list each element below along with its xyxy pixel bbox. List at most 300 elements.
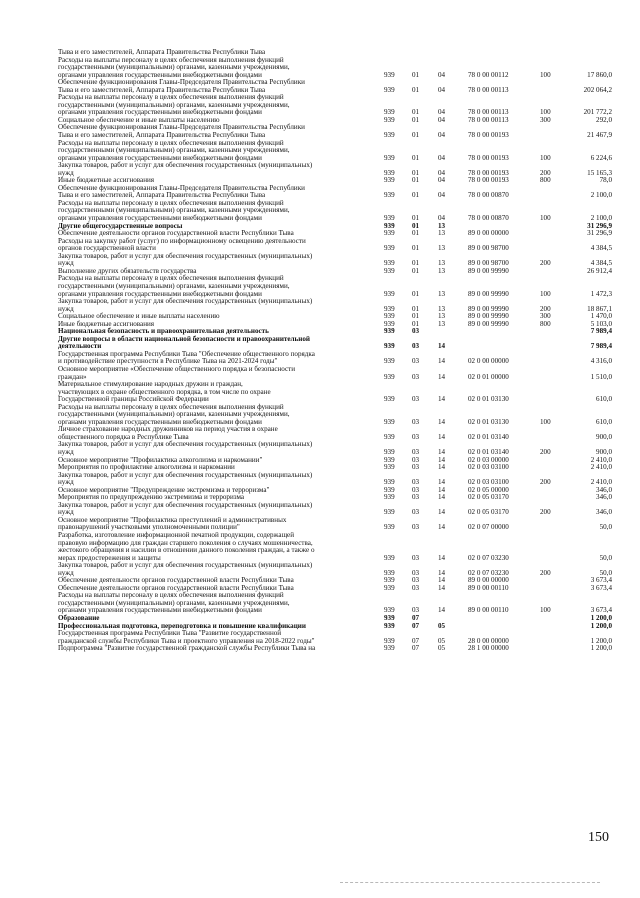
table-row (58, 630, 612, 645)
ministry-code: 939 (384, 357, 395, 366)
section-code: 03 (412, 576, 420, 585)
table-row (58, 94, 612, 117)
amount: 610,0 (596, 417, 612, 426)
section-code: 01 (412, 289, 420, 298)
expense-type-code (540, 185, 574, 200)
subsection-code: 04 (438, 115, 446, 124)
target-item-code: 89 0 00 00110 (468, 606, 509, 615)
amount: 610,0 (596, 395, 612, 404)
target-item-code: 78 0 00 00113 (468, 108, 509, 117)
ministry-code: 939 (384, 131, 395, 140)
budget-table-body (58, 49, 612, 653)
subsection-code: 14 (438, 508, 446, 517)
expense-type-code (540, 328, 574, 336)
amount: 78,0 (599, 176, 612, 185)
section-code: 03 (412, 553, 420, 562)
subsection-code: 13 (438, 319, 446, 328)
section-code: 01 (412, 115, 420, 124)
ministry-code: 939 (384, 304, 395, 313)
target-item-code: 02 0 00 00000 (468, 357, 509, 366)
expense-type-code (540, 351, 574, 366)
amount: 4 384,5 (590, 259, 612, 268)
ministry-code: 939 (384, 614, 395, 623)
section-code: 03 (412, 447, 420, 456)
ministry-code: 939 (384, 214, 395, 223)
target-item-code: 02 0 01 03130 (468, 395, 509, 404)
subsection-code: 04 (438, 168, 446, 177)
target-item-code: 89 0 00 00000 (468, 576, 509, 585)
section-code: 03 (412, 463, 420, 472)
row-description: Подпрограмма "Развитие государственной гражданской службы Республики Тыва на (58, 644, 316, 653)
row-description: Социальное обеспечение и иные выплаты населению (58, 312, 220, 321)
target-item-code: 89 0 00 99990 (468, 289, 509, 298)
row-description: Основное мероприятие "Профилактика преступлений и административных правонарушений участковыми уполномоченными полиции" (58, 515, 287, 532)
expense-type-code: 100 (540, 289, 551, 298)
section-code: 03 (412, 417, 420, 426)
subsection-code: 14 (438, 553, 446, 562)
ministry-code: 939 (384, 342, 395, 351)
amount: 5 103,0 (590, 319, 612, 328)
amount: 6 224,6 (590, 153, 612, 162)
target-item-code: 89 0 00 99990 (468, 312, 509, 321)
target-item-code: 89 0 00 99990 (468, 304, 509, 313)
expense-type-code (540, 645, 574, 653)
table-row (58, 351, 612, 366)
target-item-code (468, 336, 540, 351)
ministry-code: 939 (384, 312, 395, 321)
table-row (58, 185, 612, 200)
subsection-code (438, 328, 468, 336)
amount: 2 100,0 (590, 191, 612, 200)
row-description: Закупка товаров, работ и услуг для обеспечения государственных (муниципальных) нужд (58, 251, 313, 268)
target-item-code: 28 0 00 00000 (468, 636, 509, 645)
expense-type-code (540, 487, 574, 495)
target-item-code (468, 49, 540, 57)
expense-type-code: 200 (540, 568, 551, 577)
target-item-code: 02 0 05 03170 (468, 493, 509, 502)
section-code: 01 (412, 259, 420, 268)
section-code: 01 (412, 304, 420, 313)
amount: 292,0 (596, 115, 612, 124)
ministry-code: 939 (384, 259, 395, 268)
amount: 50,0 (599, 523, 612, 532)
row-description: Расходы на выплаты персоналу в целях обеспечения выполнения функций государственными (муниципальными) органами, казенными учреждениями, органами управления государственными внебюджетными фондами (58, 138, 290, 162)
amount: 3 673,4 (590, 576, 612, 585)
amount: 31 296,9 (587, 229, 612, 238)
target-item-code: 89 0 00 98700 (468, 259, 509, 268)
table-row (58, 79, 612, 94)
expense-type-code (540, 79, 574, 94)
row-description: Иные бюджетные ассигнования (58, 319, 155, 328)
ministry-code: 939 (384, 85, 395, 94)
subsection-code: 13 (438, 259, 446, 268)
expense-type-code (540, 585, 574, 593)
ministry-code: 939 (384, 568, 395, 577)
ministry-code: 939 (384, 478, 395, 487)
subsection-code: 04 (438, 108, 446, 117)
row-description: Иные бюджетные ассигнования (58, 176, 155, 185)
amount: 1 200,0 (590, 614, 612, 623)
ministry-code: 939 (384, 432, 395, 441)
subsection-code: 05 (438, 621, 446, 630)
ministry-code: 939 (384, 485, 395, 494)
row-description: Расходы на выплаты персоналу в целях обеспечения выполнения функций государственными (муниципальными) органами, казенными учреждениями, органами управления государственными внебюджетными фондами (58, 274, 290, 298)
row-description: Расходы на закупку работ (услуг) по информационному освещению деятельности органов государственной власти (58, 236, 306, 253)
row-description: Основное мероприятие "Предупреждение экстремизма и терроризма" (58, 485, 270, 494)
section-code: 03 (412, 395, 420, 404)
section-code: 03 (412, 606, 420, 615)
target-item-code: 02 0 03 03100 (468, 463, 509, 472)
table-row (58, 200, 612, 223)
subsection-code: 05 (438, 644, 446, 653)
expense-type-code: 100 (540, 70, 551, 79)
amount: 201 772,2 (583, 108, 612, 117)
section-code: 03 (412, 357, 420, 366)
expense-type-code (540, 494, 574, 502)
expense-type-code (540, 517, 574, 532)
ministry-code: 939 (384, 463, 395, 472)
row-description: Расходы на выплаты персоналу в целях обеспечения выполнения функций государственными (муниципальными) органами, казенными учреждениями, органами управления государственными внебюджетными фондами (58, 55, 290, 79)
subsection-code: 04 (438, 70, 446, 79)
expense-type-code: 200 (540, 259, 551, 268)
expense-type-code (540, 238, 574, 253)
row-description: Расходы на выплаты персоналу в целях обеспечения выполнения функций государственными (муниципальными) органами, казенными учреждениями, органами управления государственными внебюджетными фондами (58, 93, 290, 117)
subsection-code: 14 (438, 576, 446, 585)
section-code: 01 (412, 131, 420, 140)
subsection-code: 14 (438, 493, 446, 502)
budget-table (58, 49, 612, 653)
section-code: 03 (412, 485, 420, 494)
table-row (58, 140, 612, 163)
expense-type-code (540, 336, 574, 351)
expense-type-code (540, 124, 574, 139)
section-code: 01 (412, 85, 420, 94)
ministry-code: 939 (384, 266, 395, 275)
subsection-code: 14 (438, 417, 446, 426)
target-item-code: 02 0 05 03170 (468, 508, 509, 517)
target-item-code (468, 623, 540, 631)
row-description: Расходы на выплаты персоналу в целях обеспечения выполнения функций государственными (муниципальными) органами, казенными учреждениями, органами управления государственными внебюджетными фондами (58, 591, 290, 615)
ministry-code: 939 (384, 289, 395, 298)
amount: 900,0 (596, 447, 612, 456)
expense-type-code: 200 (540, 447, 551, 456)
ministry-code: 939 (384, 583, 395, 592)
section-code: 01 (412, 221, 420, 230)
section-code: 07 (412, 644, 420, 653)
expense-type-code (540, 577, 574, 585)
amount: 346,0 (596, 485, 612, 494)
table-row (58, 404, 612, 427)
amount: 50,0 (599, 568, 612, 577)
target-item-code: 89 0 00 98700 (468, 244, 509, 253)
target-item-code: 78 0 00 00112 (468, 70, 509, 79)
row-description: Профессиональная подготовка, переподготовка и повышение квалификации (58, 621, 306, 630)
section-code: 01 (412, 153, 420, 162)
section-code: 07 (412, 614, 420, 623)
amount: 346,0 (596, 493, 612, 502)
row-description: Закупка товаров, работ и услуг для обеспечения государственных (муниципальных) нужд (58, 500, 313, 517)
expense-type-code: 100 (540, 108, 551, 117)
target-item-code: 78 0 00 00193 (468, 168, 509, 177)
section-code: 03 (412, 372, 420, 381)
ministry-code: 939 (384, 108, 395, 117)
row-description: Закупка товаров, работ и услуг для обеспечения государственных (муниципальных) нужд (58, 440, 313, 456)
section-code: 01 (412, 108, 420, 117)
subsection-code: 04 (438, 176, 446, 185)
subsection-code: 14 (438, 523, 446, 532)
section-code: 01 (412, 168, 420, 177)
amount: 1 200,0 (590, 644, 612, 653)
section-code: 03 (412, 455, 420, 464)
target-item-code: 78 0 00 00870 (468, 214, 509, 223)
ministry-code: 939 (384, 523, 395, 532)
subsection-code: 13 (438, 244, 446, 253)
target-item-code: 78 0 00 00193 (468, 176, 509, 185)
subsection-code: 13 (438, 304, 446, 313)
subsection-code: 14 (438, 357, 446, 366)
subsection-code: 13 (438, 312, 446, 321)
table-row (58, 366, 612, 381)
section-code: 01 (412, 214, 420, 223)
amount: 26 912,4 (587, 266, 612, 275)
subsection-code: 14 (438, 583, 446, 592)
ministry-code: 939 (384, 636, 395, 645)
subsection-code: 04 (438, 131, 446, 140)
row-description: Обеспечение функционирования Главы-Председателя Правительства Республики Тыва и его заместителей, Аппарата Правительства Республики Тыва (58, 123, 305, 140)
row-description: Обеспечение функционирования Главы-Председателя Правительства Республики Тыва и его заместителей, Аппарата Правительства Республики Тыва (58, 78, 305, 94)
expense-type-code: 200 (540, 304, 551, 313)
amount: 2 100,0 (590, 214, 612, 223)
amount: 1 472,3 (590, 289, 612, 298)
row-description: Закупка товаров, работ и услуг для обеспечения государственных (муниципальных) нужд (58, 470, 313, 487)
subsection-code: 14 (438, 455, 446, 464)
target-item-code: 78 0 00 00193 (468, 131, 509, 140)
table-row (58, 502, 612, 517)
amount: 7 989,4 (590, 342, 612, 351)
target-item-code: 02 0 01 03130 (468, 417, 509, 426)
target-item-code: 78 0 00 00193 (468, 153, 509, 162)
ministry-code: 939 (384, 447, 395, 456)
section-code: 03 (412, 493, 420, 502)
row-description: Мероприятия по предупреждению экстремизма и терроризма (58, 493, 245, 502)
subsection-code: 04 (438, 191, 446, 200)
section-code: 01 (412, 70, 420, 79)
amount: 7 989,4 (590, 327, 612, 336)
section-code: 01 (412, 319, 420, 328)
ministry-code: 939 (384, 606, 395, 615)
table-row (58, 162, 612, 177)
row-description: Расходы на выплаты персоналу в целях обеспечения выполнения функций государственными (муниципальными) органами, казенными учреждениями, органами управления государственными внебюджетными фондами (58, 198, 290, 223)
section-code: 03 (412, 508, 420, 517)
amount: 1 510,0 (590, 372, 612, 381)
section-code: 07 (412, 636, 420, 645)
table-row (58, 298, 612, 313)
table-row (58, 592, 612, 615)
subsection-code: 14 (438, 606, 446, 615)
amount: 346,0 (596, 508, 612, 517)
amount: 15 165,3 (587, 168, 612, 177)
expense-type-code (540, 381, 574, 404)
row-description: Государственная программа Республики Тыва "Развитие государственной гражданской службы Республики Тыва и проектного управления на 2018-2022 годы" (58, 629, 315, 645)
row-description: Национальная безопасность и правоохранительная деятельность (58, 327, 269, 336)
expense-type-code: 300 (540, 312, 551, 321)
section-code: 03 (412, 342, 420, 351)
amount: 3 673,4 (590, 583, 612, 592)
amount: 4 384,5 (590, 244, 612, 253)
row-description: Обеспечение функционирования Главы-Председателя Правительства Республики Тыва и его заместителей, Аппарата Правительства Республики Тыва (58, 183, 305, 200)
target-item-code: 02 0 07 03230 (468, 568, 509, 577)
target-item-code (468, 328, 540, 336)
row-description: Образование (58, 614, 100, 623)
amount: 3 673,4 (590, 606, 612, 615)
subsection-code: 13 (438, 289, 446, 298)
subsection-code: 13 (438, 229, 446, 238)
expense-type-code: 100 (540, 153, 551, 162)
row-description: Закупка товаров, работ и услуг для обеспечения государственных (муниципальных) нужд (58, 561, 313, 577)
subsection-code: 14 (438, 463, 446, 472)
subsection-code: 04 (438, 214, 446, 223)
table-row (58, 275, 612, 298)
target-item-code: 28 1 00 00000 (468, 644, 509, 653)
row-description: Государственная программа Республики Тыва "Обеспечение общественного порядка и противодействие преступности в Республике Тыва на 2021-2024 годы" (58, 349, 315, 366)
table-row (58, 426, 612, 441)
expense-type-code (540, 623, 574, 631)
row-description: Другие общегосударственные вопросы (58, 221, 183, 230)
ministry-code: 939 (384, 621, 395, 630)
amount: 31 296,9 (587, 221, 612, 230)
target-item-code (468, 615, 540, 623)
row-description: Разработка, изготовление информационной печатной продукции, содержащей правовую информацию для граждан старшего поколения о случаях мошенничества, жестокого обращения и насилии в отношении данного поколения граждан, а также о мерах предостережения и защиты (58, 531, 315, 562)
target-item-code: 89 0 00 00110 (468, 583, 509, 592)
ministry-code: 939 (384, 115, 395, 124)
page-number: 150 (588, 830, 609, 845)
subsection-code: 05 (438, 636, 446, 645)
section-code: 01 (412, 176, 420, 185)
subsection-code: 14 (438, 342, 446, 351)
subsection-code: 14 (438, 372, 446, 381)
table-row (58, 57, 612, 80)
expense-type-code (540, 223, 574, 231)
expense-type-code (540, 426, 574, 441)
amount: 1 200,0 (590, 636, 612, 645)
ministry-code: 939 (384, 168, 395, 177)
expense-type-code: 100 (540, 417, 551, 426)
subsection-code: 14 (438, 568, 446, 577)
subsection-code: 14 (438, 478, 446, 487)
subsection-code: 04 (438, 153, 446, 162)
amount: 4 316,0 (590, 357, 612, 366)
table-row (58, 562, 612, 577)
target-item-code: 02 0 03 00000 (468, 455, 509, 464)
ministry-code: 939 (384, 455, 395, 464)
subsection-code: 14 (438, 485, 446, 494)
subsection-code: 14 (438, 447, 446, 456)
ministry-code: 939 (384, 553, 395, 562)
expense-type-code: 200 (540, 478, 551, 487)
ministry-code: 939 (384, 644, 395, 653)
ministry-code: 939 (384, 229, 395, 238)
target-item-code: 89 0 00 99990 (468, 266, 509, 275)
row-description: Материальное стимулирование народных дружин и граждан, участвующих в охране общественного порядка, в том числе по охране Государственной границы Российской Федерации (58, 380, 271, 404)
amount: 1 470,0 (590, 312, 612, 321)
section-code: 03 (412, 478, 420, 487)
target-item-code: 02 0 05 00000 (468, 485, 509, 494)
row-description: Закупка товаров, работ и услуг для обеспечения государственных (муниципальных) нужд (58, 297, 313, 313)
amount: 17 860,0 (587, 70, 612, 79)
ministry-code: 939 (384, 327, 395, 336)
ministry-code (384, 49, 412, 57)
row-description: Основное мероприятие "Профилактика алкоголизма и наркомании" (58, 455, 263, 464)
expense-type-code: 800 (540, 319, 551, 328)
expense-type-code (540, 532, 574, 562)
row-description: Обеспечение деятельности органов государственной власти Республики Тыва (58, 229, 294, 238)
target-item-code: 78 0 00 00113 (468, 115, 509, 124)
expense-type-code: 100 (540, 214, 551, 223)
target-item-code: 02 0 01 00000 (468, 372, 509, 381)
section-code: 03 (412, 583, 420, 592)
ministry-code: 939 (384, 244, 395, 253)
ministry-code: 939 (384, 319, 395, 328)
expense-type-code (540, 366, 574, 381)
table-row (58, 645, 612, 653)
row-description: Мероприятия по профилактике алкоголизма и наркомании (58, 463, 235, 472)
subsection-code (438, 49, 468, 57)
table-row (58, 517, 612, 532)
section-code: 03 (412, 432, 420, 441)
expense-type-code: 200 (540, 168, 551, 177)
table-row (58, 253, 612, 268)
table-row (58, 238, 612, 253)
table-row (58, 472, 612, 487)
expense-type-code (540, 464, 574, 472)
section-code: 01 (412, 312, 420, 321)
ministry-code: 939 (384, 493, 395, 502)
section-code: 03 (412, 327, 420, 336)
target-item-code: 02 0 01 03140 (468, 447, 509, 456)
row-description: Социальное обеспечение и иные выплаты населению (58, 115, 220, 124)
table-row (58, 441, 612, 456)
row-description: Другие вопросы в области национальной безопасности и правоохранительной деятельности (58, 334, 311, 351)
section-code: 03 (412, 523, 420, 532)
target-item-code: 78 0 00 00870 (468, 191, 509, 200)
section-code: 01 (412, 191, 420, 200)
expense-type-code (540, 230, 574, 238)
ministry-code: 939 (384, 508, 395, 517)
amount: 50,0 (599, 553, 612, 562)
section-code: 01 (412, 244, 420, 253)
row-description: Обеспечение деятельности органов государственной власти Республики Тыва (58, 576, 294, 585)
target-item-code: 02 0 01 03140 (468, 432, 509, 441)
row-description: Закупка товаров, работ и услуг для обеспечения государственных (муниципальных) нужд (58, 161, 313, 177)
row-description: Личное страхование народных дружинников на период участия в охране общественного порядка в Республике Тыва (58, 425, 278, 441)
section-code: 07 (412, 621, 420, 630)
expense-type-code (540, 630, 574, 645)
ministry-code: 939 (384, 176, 395, 185)
table-row (58, 124, 612, 139)
subsection-code: 14 (438, 395, 446, 404)
target-item-code: 02 0 07 00000 (468, 523, 509, 532)
row-description: Выполнение других обязательств государства (58, 266, 197, 275)
table-row (58, 381, 612, 404)
ministry-code: 939 (384, 70, 395, 79)
amount: 202 064,2 (583, 85, 612, 94)
ministry-code: 939 (384, 221, 395, 230)
amount: 2 410,0 (590, 478, 612, 487)
expense-type-code (540, 49, 574, 57)
footer-divider (340, 882, 600, 883)
section-code: 03 (412, 568, 420, 577)
amount: 2 410,0 (590, 455, 612, 464)
